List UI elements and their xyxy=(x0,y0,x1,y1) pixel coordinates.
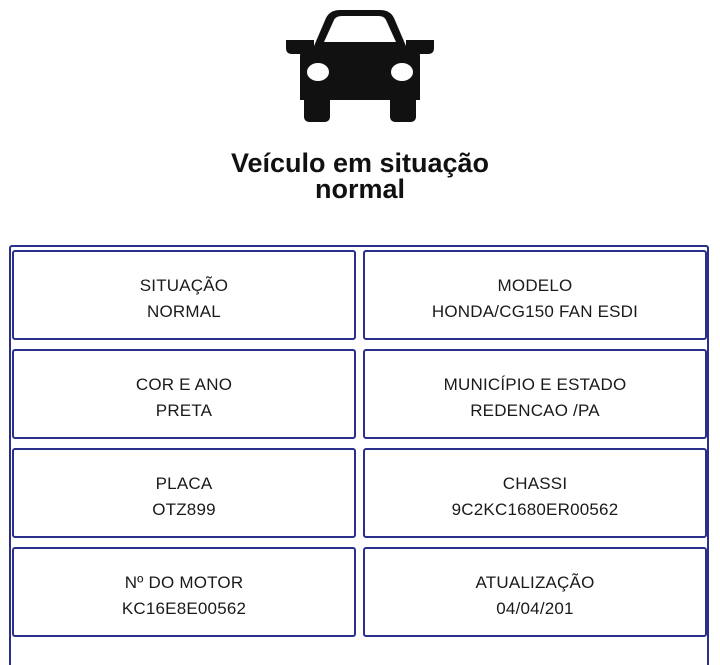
field-cor-e-ano xyxy=(12,349,356,439)
field-value: PRETA xyxy=(155,401,213,420)
field-label: MUNICÍPIO E ESTADO xyxy=(443,375,627,394)
field-label: Nº DO MOTOR xyxy=(124,573,244,592)
field-value: 04/04/201 xyxy=(496,599,574,618)
field-label: ATUALIZAÇÃO xyxy=(475,573,595,592)
field-value: OTZ899 xyxy=(152,500,216,519)
field-value: REDENCAO /PA xyxy=(470,401,600,420)
field-municipio-estado xyxy=(363,349,707,439)
field-numero-motor xyxy=(12,547,356,637)
field-value: 9C2KC1680ER00562 xyxy=(451,500,619,519)
car-icon xyxy=(286,8,434,122)
field-modelo xyxy=(363,250,707,340)
field-label: PLACA xyxy=(155,474,213,493)
field-label: MODELO xyxy=(497,276,573,295)
field-placa xyxy=(12,448,356,538)
title-line-2: normal xyxy=(314,174,406,204)
field-label: CHASSI xyxy=(502,474,568,493)
field-label: SITUAÇÃO xyxy=(139,276,229,295)
field-label: COR E ANO xyxy=(135,375,233,394)
field-chassi xyxy=(363,448,707,538)
page-title xyxy=(0,150,720,202)
field-situacao xyxy=(12,250,356,340)
title-line-1: Veículo em situação xyxy=(230,148,490,178)
field-value: KC16E8E00562 xyxy=(121,599,247,618)
field-value: HONDA/CG150 FAN ESDI xyxy=(431,302,639,321)
field-value: NORMAL xyxy=(147,302,221,321)
field-atualizacao xyxy=(363,547,707,637)
